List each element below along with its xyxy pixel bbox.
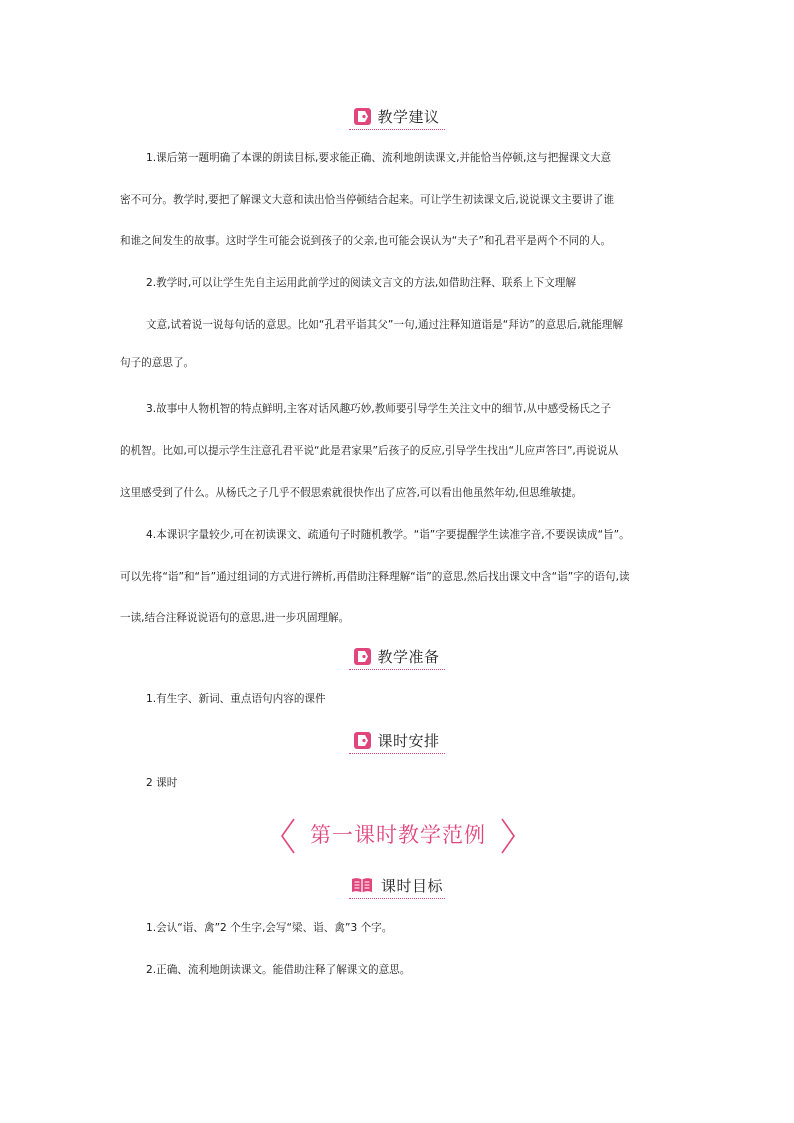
paragraph-line: 可以先将“诣”和“旨”通过组词的方式进行辨析,再借助注释理解“诣”的意思,然后找出课文中含“诣”字的语句,读	[120, 571, 630, 583]
paragraph-line: 3.故事中人物机智的特点鲜明,主客对话风趣巧妙,教师要引导学生关注文中的细节,从中感受杨氏之子	[146, 403, 612, 415]
paragraph-line: 这里感受到了什么。从杨氏之子几乎不假思索就很快作出了应答,可以看出他虽然年幼,但思维敏捷。	[120, 487, 583, 499]
paragraph-line: 2 课时	[146, 777, 178, 789]
section-title: 课时安排	[377, 731, 440, 750]
paragraph-line: 2.教学时,可以让学生先自主运用此前学过的阅读文言文的方法,如借助注释、联系上下文理解	[146, 277, 576, 289]
section-title: 教学建议	[377, 107, 440, 126]
section-divider	[349, 898, 445, 899]
paragraph-line: 1.课后第一题明确了本课的朗读目标,要求能正确、流利地朗读课文,并能恰当停顿,这与把握课文大意	[146, 152, 612, 164]
paragraph-line: 1.有生字、新词、重点语句内容的课件	[146, 693, 326, 705]
lesson-banner	[278, 817, 518, 855]
section-header-objectives	[0, 872, 794, 898]
section-header-preparation	[0, 643, 794, 669]
section-divider	[349, 669, 445, 670]
section-header-suggestions	[0, 103, 794, 129]
paragraph-line: 2.正确、流利地朗读课文。能借助注释了解课文的意思。	[146, 964, 411, 976]
paragraph-line: 文意,试着说一说每句话的意思。比如“孔君平诣其父”一句,通过注释知道诣是“拜访”的意思后,就能理解	[146, 319, 623, 331]
paragraph-line: 的机智。比如,可以提示学生注意孔君平说“此是君家果”后孩子的反应,引导学生找出“儿应声答曰”,再说说从	[120, 445, 619, 457]
tag-icon	[354, 648, 371, 665]
book-icon	[351, 876, 373, 894]
section-header-schedule	[0, 727, 794, 753]
section-title: 课时目标	[380, 876, 443, 895]
section-divider	[349, 753, 445, 754]
paragraph-line: 密不可分。教学时,要把了解课文大意和读出恰当停顿结合起来。可让学生初读课文后,说说课文主要讲了谁	[120, 194, 615, 206]
paragraph-line: 和谁之间发生的故事。这时学生可能会说到孩子的父亲,也可能会误认为“夫子”和孔君平是两个不同的人。	[120, 235, 612, 247]
lesson-title: 第一课时教学范例	[310, 823, 486, 847]
paragraph-line: 句子的意思了。	[120, 357, 195, 369]
paragraph-line: 1.会认“诣、禽”2 个生字,会写“梁、诣、禽”3 个字。	[146, 922, 393, 934]
tag-icon	[354, 108, 371, 125]
section-title: 教学准备	[377, 647, 440, 666]
paragraph-line: 一读,结合注释说说语句的意思,进一步巩固理解。	[120, 612, 350, 624]
tag-icon	[354, 732, 371, 749]
paragraph-line: 4.本课识字量较少,可在初读课文、疏通句子时随机教学。“诣”字要提醒学生读准字音,不要误读成“旨”。	[146, 529, 630, 541]
section-divider	[349, 129, 445, 130]
